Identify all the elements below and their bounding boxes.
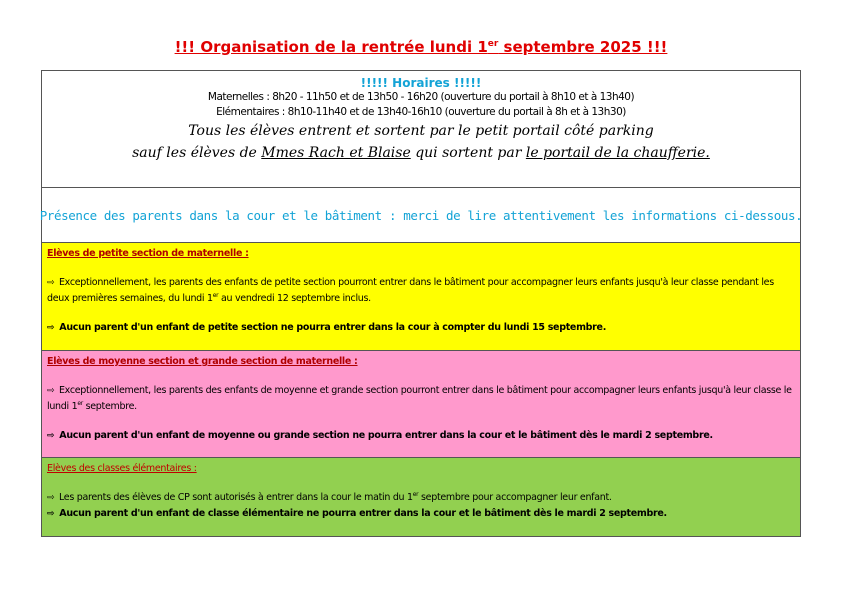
arrow-right-icon: ⇨ [47,323,55,333]
page-title: !!! Organisation de la rentrée lundi 1er septembre 2025 !!! [174,38,668,56]
elementaire-rule: ⇨ Aucun parent d'un enfant de classe élémentaire ne pourra entrer dans la cour et le bâtiment dès le mardi 2 septembre. [47,508,667,519]
petite-section-block [42,243,800,351]
arrow-right-icon: ⇨ [47,431,55,441]
moyenne-grande-section-heading: Elèves de moyenne section et grande section de maternelle : [47,356,358,367]
petite-section-rule: ⇨ Aucun parent d'un enfant de petite section ne pourra entrer dans la cour à compter du lundi 15 septembre. [47,322,607,333]
elementaires-hours: Elémentaires : 8h10-11h40 et de 13h40-16h10 (ouverture du portail à 8h et à 13h30) [216,106,626,118]
presence-notice: Présence des parents dans la cour et le bâtiment : merci de lire attentivement les informations ci-dessous. [42,188,800,243]
hours-section [42,71,800,188]
arrow-right-icon: ⇨ [47,386,55,396]
moyenne-grande-section-rule: ⇨ Aucun parent d'un enfant de moyenne ou grande section ne pourra entrer dans la cour et le bâtiment dès le mardi 2 septembre. [47,430,713,441]
entrance-info: Tous les élèves entrent et sortent par le petit portail côté parking [188,123,654,139]
moyenne-grande-section-info: ⇨ Exceptionnellement, les parents des enfants de moyenne et grande section pourront entrer dans le bâtiment pour accompagner leurs enfants jusqu'à leur classe le lundi 1er septembre. [47,385,792,412]
elementaire-heading: Elèves des classes élémentaires : [47,463,197,474]
elementaire-block [42,458,800,536]
arrow-right-icon: ⇨ [47,509,55,519]
petite-section-info: ⇨ Exceptionnellement, les parents des enfants de petite section pourront entrer dans le bâtiment pour accompagner leurs enfants jusqu'à leur classe pendant les deux premières semaines, du lundi 1er au vendredi 12 septembre inclus. [47,277,774,304]
teachers-names: Mmes Rach et Blaise [261,145,411,161]
boiler-gate: le portail de la chaufferie. [525,145,710,161]
elementaire-info: ⇨ Les parents des élèves de CP sont autorisés à entrer dans la cour le matin du 1er septembre pour accompagner leur enfant. [47,490,612,503]
moyenne-grande-section-block [42,351,800,458]
arrow-right-icon: ⇨ [47,278,55,288]
maternelles-hours: Maternelles : 8h20 - 11h50 et de 13h50 - 16h20 (ouverture du portail à 8h10 et à 13h40) [207,91,635,103]
arrow-right-icon: ⇨ [47,493,55,503]
hours-heading: !!!!! Horaires !!!!! [360,76,482,90]
exit-exception: sauf les élèves de Mmes Rach et Blaise qui sortent par le portail de la chaufferie. [132,145,710,161]
petite-section-heading: Elèves de petite section de maternelle : [47,248,249,259]
notice-table [41,70,801,537]
